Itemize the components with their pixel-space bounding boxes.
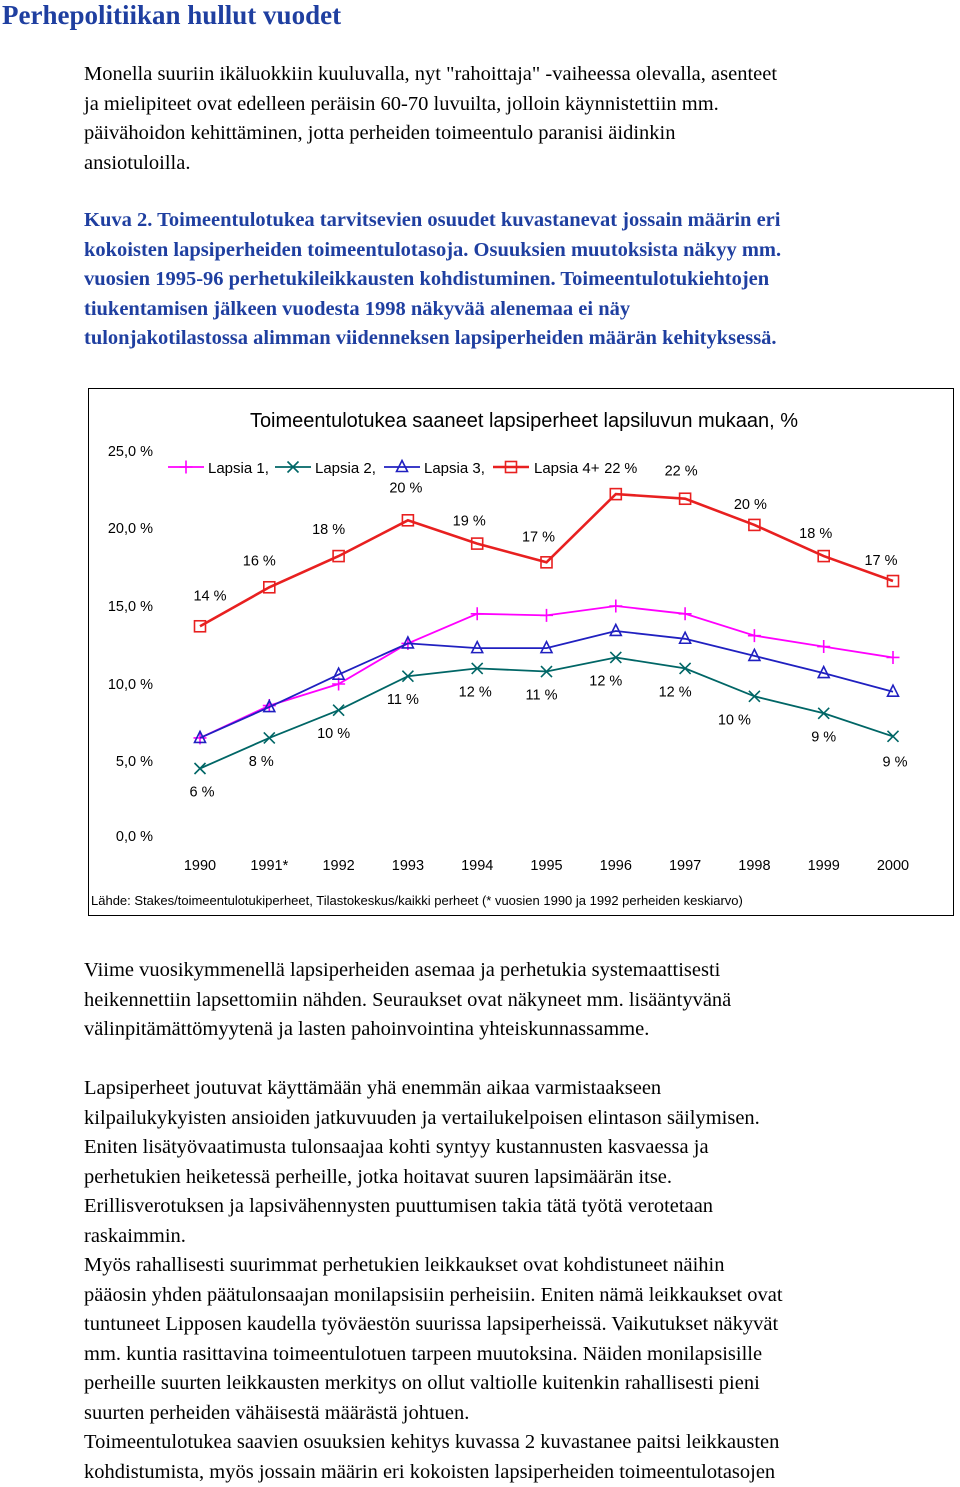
text-line: Toimeentulotukea saavien osuuksien kehitys kuvassa 2 kuvastanee paitsi leikkausten xyxy=(84,1431,780,1453)
chart-title: Toimeentulotukea saaneet lapsiperheet lapsiluvun mukaan, % xyxy=(249,410,799,432)
x-marker xyxy=(888,731,899,742)
data-label: 10 % xyxy=(317,726,351,743)
caption-line: Kuva 2. Toimeentulotukea tarvitsevien osuudet kuvastanevat jossain määrin eri xyxy=(84,209,781,231)
legend-label: Lapsia 1, xyxy=(208,460,269,477)
series-line-2 xyxy=(200,658,893,769)
x-tick-label: 1991* xyxy=(250,858,289,874)
page-title: Perhepolitiikan hullut vuodet xyxy=(2,0,342,30)
x-tick-label: 1997 xyxy=(668,858,702,874)
y-tick-label: 25,0 % xyxy=(107,444,153,460)
data-label: 22 % xyxy=(664,463,698,480)
text-line: kohdistumista, myös jossain määrin eri kokoisten lapsiperheiden toimeentulotasojen xyxy=(84,1460,776,1483)
y-tick-label: 10,0 % xyxy=(107,677,153,693)
y-tick-label: 0,0 % xyxy=(115,829,153,845)
triangle-marker xyxy=(610,624,621,635)
text-line: välinpitämättömyytenä ja lasten pahoinvointina yhteiskunnassamme. xyxy=(84,1018,650,1040)
legend-label: Lapsia 2, xyxy=(315,460,376,477)
x-tick-label: 1999 xyxy=(807,858,840,874)
plus-marker xyxy=(180,461,193,474)
data-label: 17 % xyxy=(864,553,898,570)
data-label: 16 % xyxy=(242,553,276,570)
text-line: ja mielipiteet ovat edelleen peräisin 60-70 luvuilta, jolloin käynnistettiin mm. xyxy=(84,92,719,115)
text-line: tuntuneet Lipposen kaudella työväestön suurissa lapsiperheissä. Vaikutukset näkyvät xyxy=(84,1313,779,1335)
source-note: Lähde: Stakes/toimeentulotukiperheet, Tilastokeskus/kaikki perheet (* vuosien 1990 ja 1992 perheiden keskiarvo) xyxy=(91,893,743,908)
data-label: 11 % xyxy=(386,692,419,709)
text-line: suurten perheiden vähäisestä määrästä johtuen. xyxy=(84,1401,470,1424)
square-marker xyxy=(888,576,899,587)
text-line: perhetukien heiketessä perheille, jotka hoitavat suuren lapsimäärän itse. xyxy=(84,1165,673,1188)
series-line-4 xyxy=(200,494,893,626)
text-line: raskaimmin. xyxy=(84,1224,186,1247)
text-line: Myös rahallisesti suurimmat perhetukien leikkaukset ovat kohdistuneet näihin xyxy=(84,1254,725,1276)
y-tick-label: 15,0 % xyxy=(107,599,153,615)
text-line: päivähoidon kehittäminen, jotta perheiden toimeentulo paranisi äidinkin xyxy=(84,122,676,144)
y-tick-label: 20,0 % xyxy=(107,521,153,537)
data-label: 18 % xyxy=(312,522,346,539)
data-label: 12 % xyxy=(458,684,492,701)
plus-marker xyxy=(540,609,553,622)
x-tick-label: 2000 xyxy=(876,858,910,874)
data-label: 17 % xyxy=(521,529,556,546)
data-label: 20 % xyxy=(733,496,767,513)
data-label: 18 % xyxy=(799,526,833,543)
line-chart xyxy=(89,389,953,915)
data-label: 6 % xyxy=(189,784,215,801)
data-label: 12 % xyxy=(589,673,623,690)
plus-marker xyxy=(887,651,900,664)
y-tick-label: 5,0 % xyxy=(115,754,153,770)
caption-line: tulonjakotilastossa alimman viidenneksen lapsiperheiden määrän kehityksessä. xyxy=(84,327,777,349)
paragraph-2 xyxy=(84,956,960,1045)
paragraph-3 xyxy=(84,1074,960,1487)
data-label: 11 % xyxy=(525,687,558,704)
x-tick-label: 1992 xyxy=(322,858,355,874)
x-marker xyxy=(333,705,344,716)
text-line: ansiotuloilla. xyxy=(84,151,191,174)
data-label: 9 % xyxy=(882,754,908,771)
caption-line: kokoisten lapsiperheiden toimeentulotasoja. Osuuksien muutoksista näkyy mm. xyxy=(84,238,782,261)
text-line: mm. kuntia rasittavina toimeentulotuen tarpeen muutoksina. Näiden monilapsisille xyxy=(84,1342,763,1365)
text-line: pääosin yhden päätulonsaajan monilapsisiin perheisiin. Eniten nämä leikkaukset ovat xyxy=(84,1283,783,1306)
data-label: 22 % xyxy=(604,461,638,478)
x-tick-label: 1996 xyxy=(599,858,632,874)
text-line: heikennettiin lapsettomiin nähden. Seuraukset ovat näkyneet mm. lisääntyvänä xyxy=(84,988,732,1011)
text-line: Lapsiperheet joutuvat käyttämään yhä enemmän aikaa varmistaakseen xyxy=(84,1077,662,1099)
plus-marker xyxy=(679,607,692,620)
text-line: Eniten lisätyövaatimusta tulonsaajaa kohti syntyy kustannusten kasvaessa ja xyxy=(84,1136,709,1158)
plus-marker xyxy=(748,629,761,642)
legend-label: Lapsia 3, xyxy=(424,460,485,477)
data-label: 8 % xyxy=(248,753,274,770)
x-tick-label: 1994 xyxy=(461,858,494,874)
legend-label: Lapsia 4+ xyxy=(534,460,600,477)
data-label: 12 % xyxy=(658,684,692,701)
text-line: Monella suuriin ikäluokkiin kuuluvalla, nyt "rahoittaja" -vaiheessa olevalla, asenteet xyxy=(84,63,778,85)
x-tick-label: 1993 xyxy=(391,858,425,874)
plus-marker xyxy=(609,600,622,613)
chart-frame xyxy=(88,388,954,916)
text-line: Viime vuosikymmenellä lapsiperheiden asemaa ja perhetukia systemaattisesti xyxy=(84,959,721,981)
caption-line: tiukentamisen jälkeen vuodesta 1998 näkyvää alenemaa ei näy xyxy=(84,297,631,320)
data-label: 19 % xyxy=(452,513,486,530)
x-tick-label: 1995 xyxy=(530,858,563,874)
plus-marker xyxy=(471,607,484,620)
x-tick-label: 1990 xyxy=(183,858,217,874)
series-line-3 xyxy=(200,631,893,738)
data-label: 14 % xyxy=(193,588,227,605)
intro-paragraph xyxy=(84,60,960,178)
data-label: 10 % xyxy=(717,712,751,729)
data-label: 20 % xyxy=(389,480,423,497)
x-marker xyxy=(264,732,275,743)
figure-caption xyxy=(84,206,960,354)
text-line: Erillisverotuksen ja lapsivähennysten puuttumisen takia tätä työtä verotetaan xyxy=(84,1195,714,1217)
text-line: perheille suurten leikkausten merkitys on ollut valtiolle kuitenkin rahallisesti pieni xyxy=(84,1372,760,1394)
triangle-marker xyxy=(397,461,408,472)
data-label: 9 % xyxy=(811,729,837,746)
x-marker xyxy=(195,763,206,774)
plus-marker xyxy=(817,640,830,653)
caption-line: vuosien 1995-96 perhetukileikkausten kohdistuminen. Toimeentulotukiehtojen xyxy=(84,268,770,290)
text-line: kilpailukykyisten ansioiden jatkuvuuden ja vertailukelpoisen elintason säilymisen. xyxy=(84,1106,760,1129)
x-tick-label: 1998 xyxy=(738,858,771,874)
